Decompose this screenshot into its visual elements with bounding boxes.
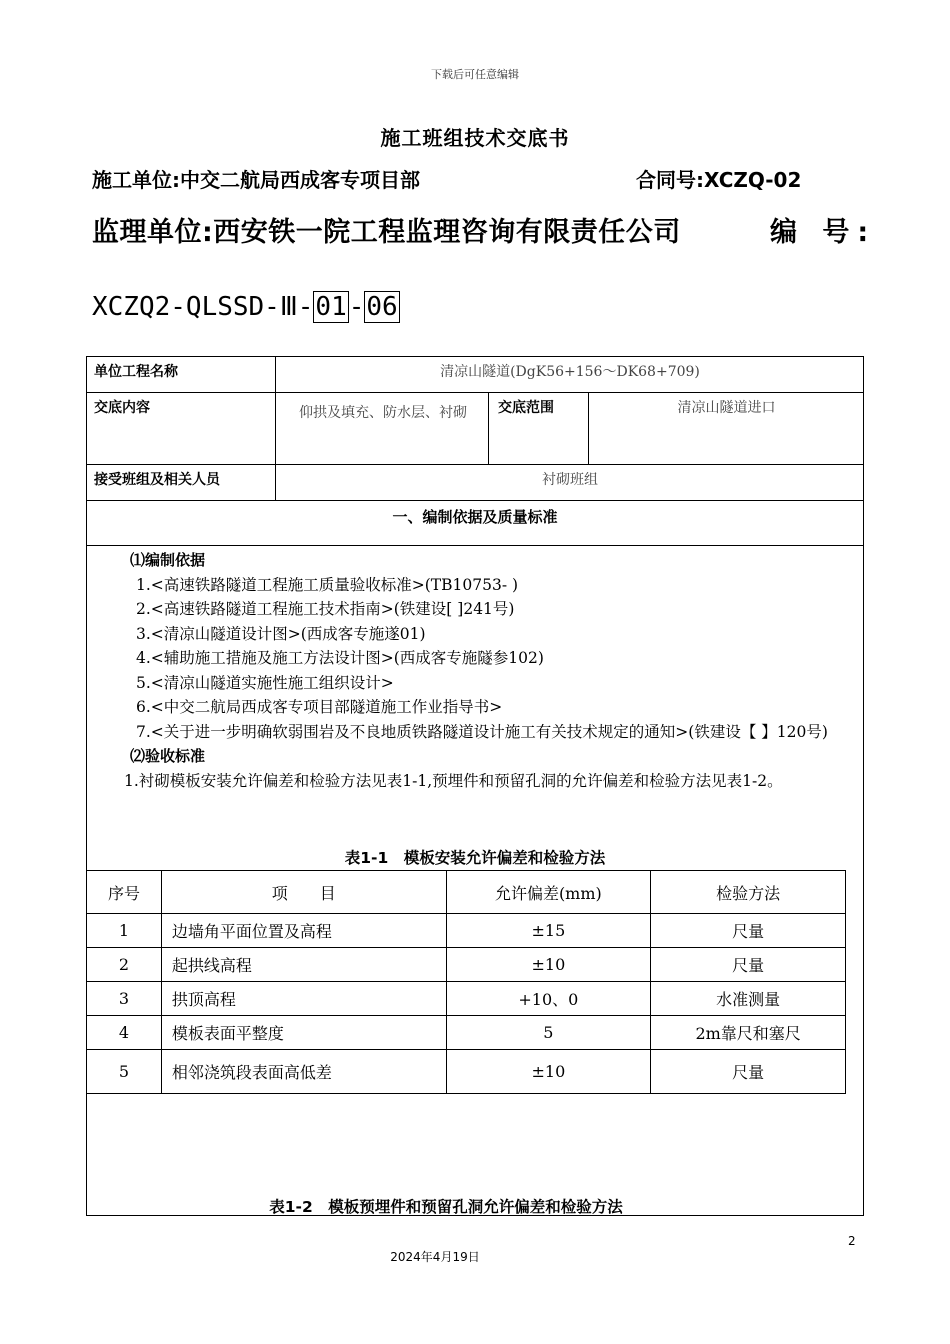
table-cell: ±15 bbox=[446, 914, 651, 948]
page-number: 2 bbox=[848, 1234, 856, 1248]
table-cell: 相邻浇筑段表面高低差 bbox=[161, 1050, 446, 1094]
table-cell: 4 bbox=[87, 1016, 162, 1050]
table-row bbox=[87, 1050, 846, 1094]
list-item: 3.<清凉山隧道设计图>(西成客专施遂01) bbox=[136, 624, 426, 643]
page-header: 下载后可任意编辑 bbox=[431, 68, 519, 81]
table-cell: 边墙角平面位置及高程 bbox=[161, 914, 446, 948]
table-header: 允许偏差(mm) bbox=[446, 871, 651, 914]
unit-name-value: 清凉山隧道(DgK56+156～DK68+709) bbox=[440, 364, 700, 380]
table2-caption: 表1-2 模板预埋件和预留孔洞允许偏差和检验方法 bbox=[269, 1198, 623, 1216]
divider bbox=[86, 545, 864, 546]
table-header-row bbox=[87, 871, 846, 914]
construction-unit: 施工单位:中交二航局西成客专项目部 bbox=[92, 168, 420, 192]
unit-name-label: 单位工程名称 bbox=[94, 364, 178, 380]
doc-code-sep: - bbox=[348, 292, 365, 322]
table-row bbox=[87, 1016, 846, 1050]
table-header: 序号 bbox=[87, 871, 162, 914]
basis-title: ⑴编制依据 bbox=[130, 551, 206, 569]
table-cell: 1 bbox=[87, 914, 162, 948]
list-item: 7.<关于进一步明确软弱围岩及不良地质铁路隧道设计施工有关技术规定的通知>(铁建设【 】120号) bbox=[136, 722, 828, 741]
body-content bbox=[96, 548, 856, 793]
divider bbox=[488, 392, 489, 464]
tolerance-table bbox=[86, 870, 846, 1094]
supervision-unit: 监理单位:西安铁一院工程监理咨询有限责任公司 bbox=[92, 217, 681, 248]
table-cell: ±10 bbox=[446, 1050, 651, 1094]
content-value: 仰拱及填充、防水层、衬砌 bbox=[299, 405, 467, 421]
list-item: 1.<高速铁路隧道工程施工质量验收标准>(TB10753- ) bbox=[136, 575, 519, 594]
accept-title: ⑵验收标准 bbox=[130, 747, 206, 765]
scope-label: 交底范围 bbox=[498, 400, 554, 416]
doc-code-prefix: XCZQ2-QLSSD-Ⅲ- bbox=[92, 292, 314, 322]
doc-code-part2: 06 bbox=[366, 292, 398, 322]
accept-text: 1.衬砌模板安装允许偏差和检验方法见表1-1,预埋件和预留孔洞的允许偏差和检验方法见表1-2。 bbox=[124, 771, 783, 790]
table-header: 检验方法 bbox=[651, 871, 846, 914]
table-cell: 2 bbox=[87, 948, 162, 982]
table-row bbox=[87, 948, 846, 982]
list-item: 2.<高速铁路隧道工程施工技术指南>(铁建设[ ]241号) bbox=[136, 600, 515, 618]
table-cell: 5 bbox=[446, 1016, 651, 1050]
table-cell: 3 bbox=[87, 982, 162, 1016]
table-cell: 尺量 bbox=[651, 1050, 846, 1094]
footer-date: 2024年4月19日 bbox=[390, 1250, 480, 1264]
table-row bbox=[87, 914, 846, 948]
table1-caption: 表1-1 模板安装允许偏差和检验方法 bbox=[344, 849, 606, 867]
section-title: 一、编制依据及质量标准 bbox=[392, 508, 558, 526]
table-cell: 拱顶高程 bbox=[161, 982, 446, 1016]
contract-number: 合同号:XCZQ-02 bbox=[636, 168, 802, 192]
divider bbox=[86, 500, 864, 501]
table-cell: 2m靠尺和塞尺 bbox=[651, 1016, 846, 1050]
number-label: 编 号: bbox=[770, 217, 877, 248]
table-header: 项 目 bbox=[161, 871, 446, 914]
table-cell: 尺量 bbox=[651, 914, 846, 948]
list-item: 5.<清凉山隧道实施性施工组织设计> bbox=[136, 673, 394, 692]
team-value: 衬砌班组 bbox=[542, 472, 598, 488]
list-item: 6.<中交二航局西成客专项目部隧道施工作业指导书> bbox=[136, 698, 503, 716]
table-cell: 水准测量 bbox=[651, 982, 846, 1016]
divider bbox=[86, 392, 864, 393]
table-cell: ±10 bbox=[446, 948, 651, 982]
table-cell: 尺量 bbox=[651, 948, 846, 982]
document-title: 施工班组技术交底书 bbox=[380, 126, 570, 150]
table-cell: 模板表面平整度 bbox=[161, 1016, 446, 1050]
doc-code-part1: 01 bbox=[315, 292, 347, 322]
team-label: 接受班组及相关人员 bbox=[94, 472, 220, 488]
list-item: 4.<辅助施工措施及施工方法设计图>(西成客专施隧参102) bbox=[136, 649, 544, 667]
table-row bbox=[87, 982, 846, 1016]
table-cell: 5 bbox=[87, 1050, 162, 1094]
table-cell: 起拱线高程 bbox=[161, 948, 446, 982]
document-code bbox=[92, 292, 400, 322]
content-label: 交底内容 bbox=[94, 400, 150, 416]
divider bbox=[86, 464, 864, 465]
table-cell: +10、0 bbox=[446, 982, 651, 1016]
scope-value: 清凉山隧道进口 bbox=[677, 400, 776, 416]
